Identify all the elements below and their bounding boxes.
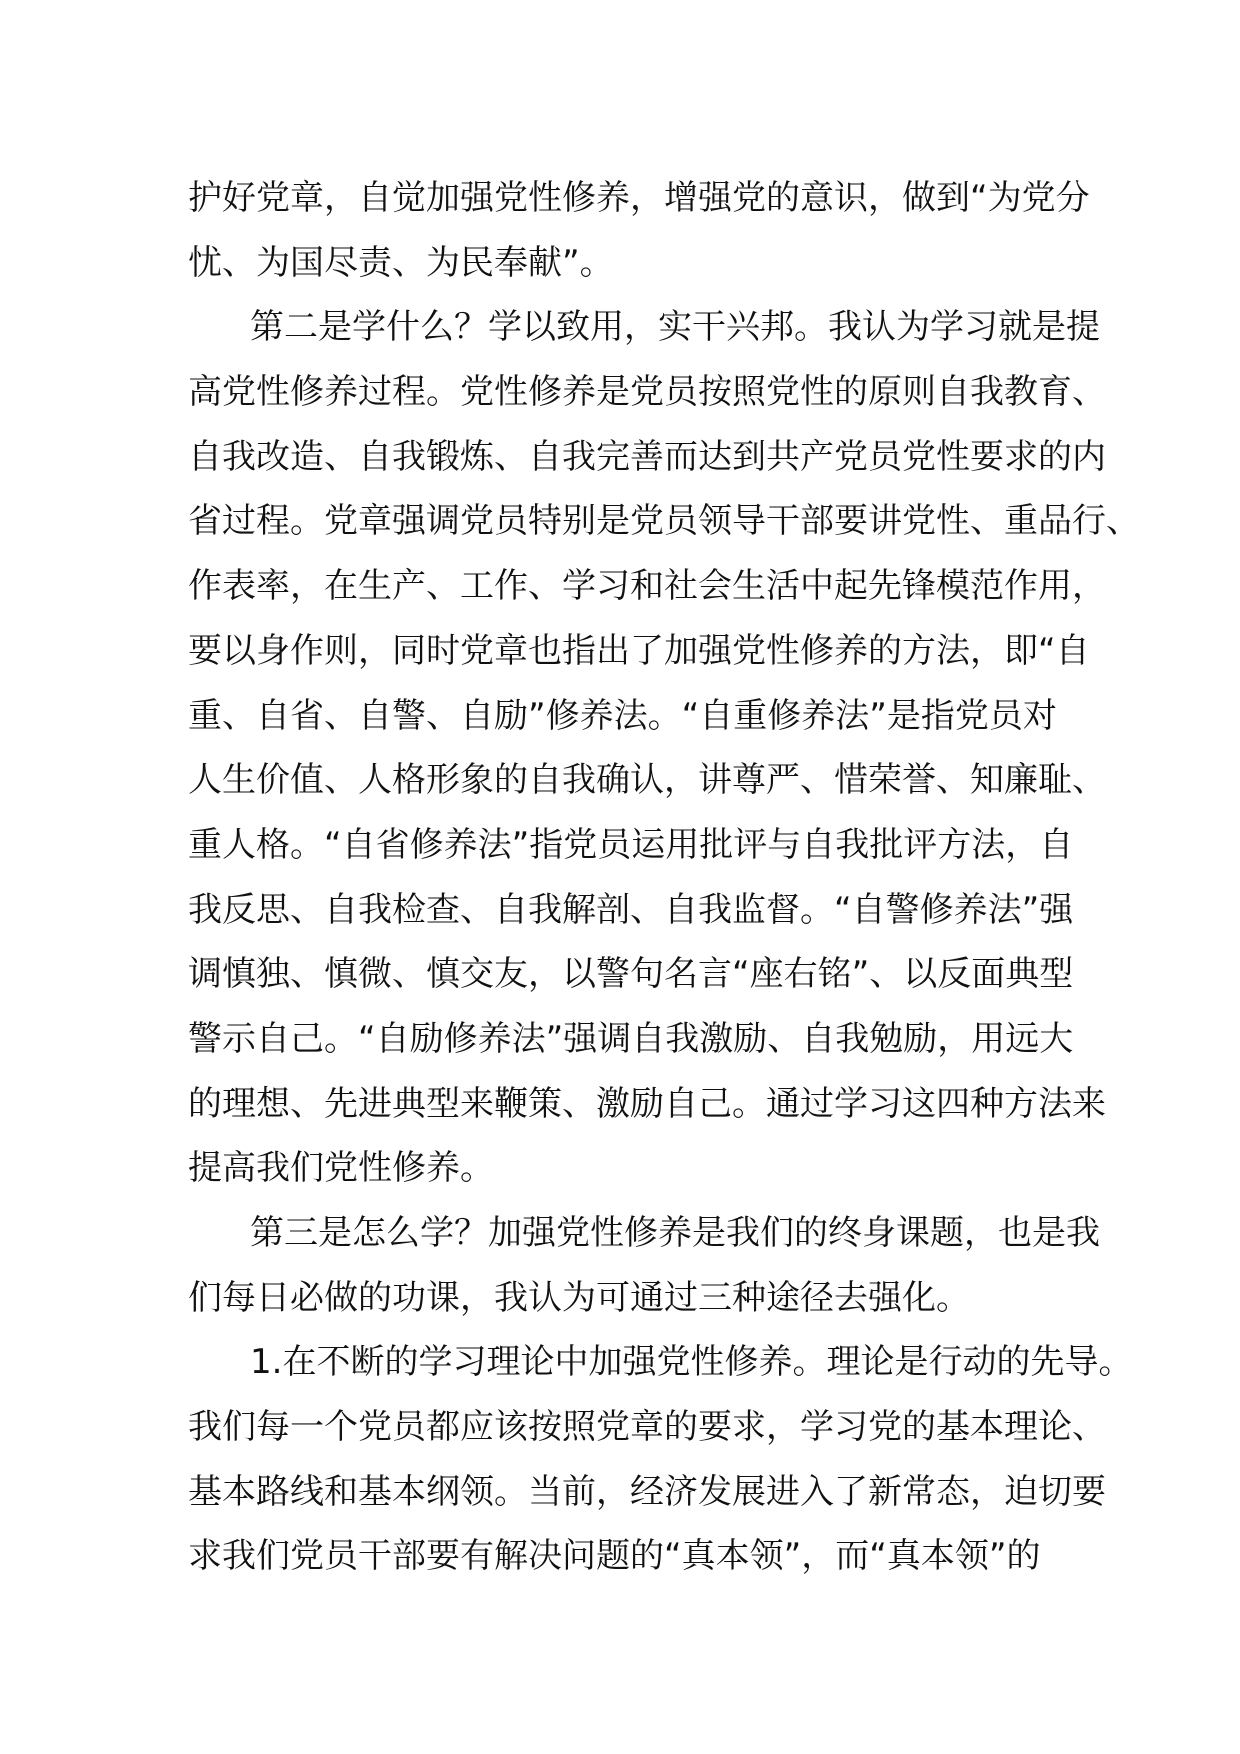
text-line: 警示自己。“自励修养法”强调自我激励、自我勉励，用远大 (188, 1018, 1074, 1059)
text-line: 自我改造、自我锻炼、自我完善而达到共产党员党性要求的内 (188, 436, 1106, 477)
body-text (188, 166, 1140, 1589)
text-line: 要以身作则，同时党章也指出了加强党性修养的方法，即“自 (188, 630, 1090, 671)
paragraph-start-line: 第三是怎么学？加强党性修养是我们的终身课题，也是我 (250, 1213, 1100, 1253)
text-line: 提高我们党性修养。 (188, 1148, 494, 1189)
paragraph-start-line: 1.在不断的学习理论中加强党性修养。理论是行动的先导。 (250, 1342, 1133, 1383)
text-line: 我反思、自我检查、自我解剖、自我监督。“自警修养法”强 (188, 889, 1074, 930)
text-line: 的理想、先进典型来鞭策、激励自己。通过学习这四种方法来 (188, 1083, 1106, 1124)
paragraph-start-line: 第二是学什么？学以致用，实干兴邦。我认为学习就是提 (250, 307, 1100, 348)
text-line: 重人格。“自省修养法”指党员运用批评与自我批评方法，自 (188, 824, 1074, 865)
text-line: 调慎独、慎微、慎交友，以警句名言“座右铭”、以反面典型 (188, 954, 1074, 995)
text-line: 重、自省、自警、自励”修养法。“自重修养法”是指党员对 (188, 695, 1057, 736)
text-line: 求我们党员干部要有解决问题的“真本领”，而“真本领”的 (188, 1536, 1041, 1577)
text-line: 基本路线和基本纲领。当前，经济发展进入了新常态，迫切要 (188, 1471, 1106, 1512)
text-line: 护好党章，自觉加强党性修养，增强党的意识，做到“为党分 (188, 178, 1090, 218)
text-line: 忧、为国尽责、为民奉献”。 (188, 242, 614, 283)
text-line: 人生价值、人格形象的自我确认，讲尊严、惜荣誉、知廉耻、 (188, 760, 1106, 801)
text-line: 省过程。党章强调党员特别是党员领导干部要讲党性、重品行、 (188, 501, 1140, 542)
text-line: 们每日必做的功课，我认为可通过三种途径去强化。 (188, 1277, 970, 1318)
text-line: 作表率，在生产、工作、学习和社会生活中起先锋模范作用， (188, 566, 1106, 607)
text-line: 高党性修养过程。党性修养是党员按照党性的原则自我教育、 (188, 372, 1106, 413)
text-line: 我们每一个党员都应该按照党章的要求，学习党的基本理论、 (188, 1407, 1106, 1448)
